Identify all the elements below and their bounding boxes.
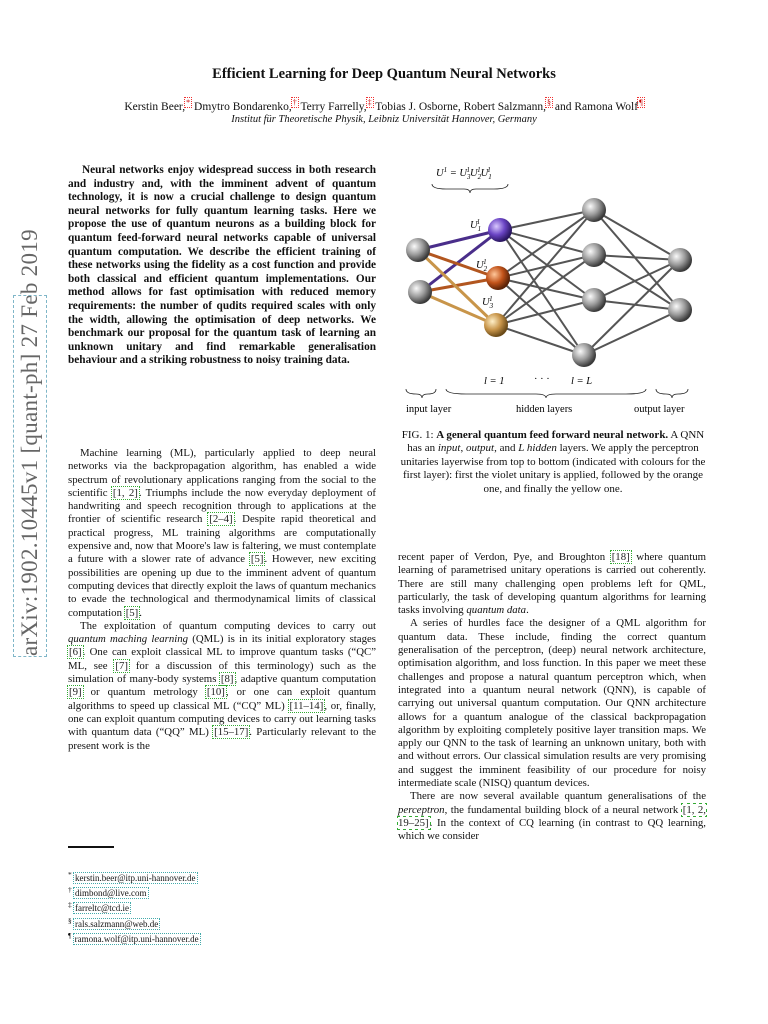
caption-label: FIG. 1: (401, 429, 437, 441)
footnote-mark: * (68, 870, 72, 879)
text-run: . However, new exciting possibilities are opening up due to the imminent advent of quantum computing devices that directly exploit the laws of quantum mechanics to evade the technological and thermodynamical limits of classical computation (68, 553, 376, 619)
author-footnote-link[interactable]: † (292, 98, 297, 107)
paragraph-continued (398, 551, 706, 617)
affiliation: Institut für Theoretische Physik, Leibniz Universität Hannover, Germany (231, 114, 537, 125)
citation-link[interactable]: [8] (220, 673, 234, 686)
input-node (406, 238, 430, 262)
email-link[interactable]: rals.salzmann@web.de (75, 918, 159, 929)
unitary-label-u3: $U_31$ (482, 295, 494, 310)
hidden-node (572, 343, 596, 367)
emphasis: quantum maching learning (68, 633, 189, 646)
input-node (408, 280, 432, 304)
text-run: where quantum learning of parametrised unitary operations is carried out coherently. There are still many challenging open problems left for QML, particularly, the task of developing quantum algorithms for learning tasks involving (398, 551, 707, 617)
email-link[interactable]: dimbond@live.com (75, 888, 147, 899)
layer-index-last: l = L (571, 376, 593, 387)
author-name: Kerstin Beer, (124, 100, 186, 113)
footnote (68, 930, 200, 945)
citation-link[interactable]: [10] (206, 686, 225, 699)
footnote-mark: † (68, 885, 72, 895)
author-name: Terry Farrelly, (300, 100, 367, 113)
hidden-node (582, 198, 606, 222)
text-run: or quantum metrology (82, 686, 206, 699)
text-run: . Particularly relevant to the present work is the (68, 726, 376, 752)
footnote (68, 884, 200, 899)
citation-link[interactable]: [5] (250, 553, 264, 566)
citation-link[interactable]: [2–4] (209, 513, 233, 526)
author-name: Tobias J. Osborne, Robert Salzmann, (375, 100, 546, 113)
text-run: for a discussion of this terminology) such as the simulation of many-body systems (68, 659, 376, 686)
paragraph-perceptron (398, 790, 706, 843)
layer-ellipsis: · · · (534, 374, 550, 385)
text-run: recent paper of Verdon, Pye, and Broughton (398, 551, 611, 563)
emphasis: perceptron (398, 803, 445, 816)
author-footnote-link[interactable]: § (547, 98, 551, 107)
left-column-body (68, 447, 376, 753)
text-run: Machine learning (ML), particularly applied to deep neural networks via the backpropagation algorithm, has enabled a wide spectrum of revolutionary applications ranging from the social to the scientific (68, 447, 376, 499)
text-run: The exploitation of quantum computing devices to carry out (80, 619, 376, 632)
footnote (68, 899, 200, 914)
text-run: , adaptive quantum computation (234, 673, 376, 686)
emphasis: L hidden (518, 442, 557, 455)
author-footnote-link[interactable]: ‡ (367, 98, 372, 107)
emphasis: quantum data (466, 604, 527, 617)
footnote-mark: § (68, 915, 72, 925)
unitary-label-u2: $U_21$ (476, 258, 488, 273)
email-link[interactable]: farreltc@tcd.ie (75, 903, 130, 914)
author-footnote-link[interactable]: ¶ (639, 98, 643, 107)
text-run: , (460, 442, 466, 455)
text-run: , the fundamental building block of a neural network (444, 803, 682, 816)
caption-title: A general quantum feed forward neural network. (436, 429, 669, 441)
footnote (68, 869, 200, 884)
output-layer-label: output layer (634, 404, 685, 415)
citation-link[interactable]: [1, 2, 19–25] (398, 803, 706, 829)
perceptron-node-violet (488, 218, 512, 242)
unitary-decomposition-label: $U^1 = U_31U_21U_11$ (436, 166, 492, 181)
output-brace (656, 389, 688, 398)
abstract: Neural networks enjoy widespread success in both research and industry and, with the imminent advent of quantum technology, it is now a crucial challenge to design quantum neural networks for fully quantum learning tasks. Here we propose the use of quantum neurons as a building block for quantum feed-forward neural networks capable of universal quantum computation. We describe the efficient training of these networks using the fidelity as a cost function and provide both classical and efficient quantum implementations. Our method allows for fast optimisation with reduced memory requirements: the number of qudits required scales with only the width, allowing the optimisation of deep networks. We benchmark our proposal for the quantum task of learning an unknown unitary and find remarkable generalisation behaviour and a striking robustness to noisy training data. (68, 164, 376, 367)
citation-link[interactable]: [1, 2] (112, 486, 138, 499)
footnote-mark: ‡ (68, 900, 72, 910)
text-run: , and (494, 442, 519, 455)
unitary-label-u1: $U_11$ (470, 218, 481, 233)
footnotes (68, 869, 200, 945)
hidden-node (582, 243, 606, 267)
citation-link[interactable]: [7] (115, 659, 128, 672)
paragraph-hurdles: A series of hurdles face the designer of a QML algorithm for quantum data. These include, finding the correct quantum generalisation of the perceptron, (deep) neural network architecture, optimisation algorithm, and loss function. In this paper we meet these challenges and propose a natural quantum perceptron which, when integrated into a quantum neural network (QNN), is capable of carrying out universal quantum computation. Our QNN architecture allows for a quantum analogue of the classical backpropagation algorithm by exploiting completely positive layer transition maps. We apply our QNN to the task of learning an unknown unitary, both with and without errors. Our classical simulation results are very promising and suggest the imminent feasibility of our procedure for noisy intermediate scale (NISQ) quantum devices. (398, 617, 706, 790)
input-brace (406, 389, 436, 398)
text-run: . (526, 604, 529, 617)
text-run: . Despite rapid theoretical and practical progress, ML training algorithms are computationally expensive and, now that Moore's law is faltering, we must contemplate a future with a slower rate of advance (68, 513, 376, 566)
emphasis: input (437, 442, 461, 455)
hidden-node (582, 288, 606, 312)
text-run: layers. We apply the perceptron unitaries layerwise from top to bottom (indicated with colours for the first layer): first the violet unitary is applied, followed by the orange one, and finally the yellow one. (400, 442, 706, 495)
hidden-edges (496, 210, 680, 355)
footnote-mark: ¶ (68, 930, 72, 940)
citation-link[interactable]: [5] (125, 606, 139, 619)
citation-link[interactable]: [9] (69, 686, 82, 699)
figure-caption (398, 429, 708, 496)
output-node (668, 248, 692, 272)
top-brace (432, 184, 508, 193)
right-column-body (398, 551, 706, 844)
email-link[interactable]: ramona.wolf@itp.uni-hannover.de (74, 933, 199, 944)
hidden-brace (446, 389, 646, 398)
figure-qnn-diagram (396, 160, 708, 420)
hidden-layers-label: hidden layers (516, 404, 573, 415)
layer-index-first: l = 1 (484, 376, 505, 387)
text-run: . Triumphs include the now everyday deployment of handwriting and speech recognition through to applications at the frontier of scientific research (68, 486, 376, 526)
output-node (668, 298, 692, 322)
text-run: . One can exploit classical ML to improve quantum tasks (“QC” ML, see (68, 646, 376, 672)
email-link[interactable]: kerstin.beer@itp.uni-hannover.de (75, 873, 196, 883)
paragraph-qml (68, 620, 376, 753)
paper-title: Efficient Learning for Deep Quantum Neural Networks (212, 66, 556, 82)
text-run: A QNN has an (407, 429, 705, 455)
text-run: , or one can exploit quantum algorithms to speed up classical ML (“CQ” ML) (68, 686, 376, 712)
citation-link[interactable]: [11–14] (289, 699, 324, 712)
footnote-rule (68, 846, 114, 848)
perceptron-node-orange (486, 266, 510, 290)
text-run: (QML) is in its initial exploratory stages (188, 633, 376, 646)
qnn-network-svg (396, 160, 708, 420)
citation-link[interactable]: [6] (69, 646, 82, 659)
text-run: There are now several available quantum generalisations of the (410, 790, 706, 803)
input-layer-label: input layer (406, 404, 452, 415)
paragraph-intro (68, 447, 376, 620)
author-name: Dmytro Bondarenko, (194, 100, 292, 113)
text-run: , or, finally, one can exploit quantum computing devices to carry out learning tasks with quantum data (“QQ” ML) (68, 699, 377, 739)
emphasis: output (465, 442, 495, 455)
text-run: . (139, 606, 142, 619)
text-run: . In the context of CQ learning (in contrast to QQ learning, which we consider (398, 816, 706, 843)
arxiv-identifier[interactable]: arXiv:1902.10445v1 [quant-ph] 27 Feb 2019 (14, 296, 46, 656)
citation-link[interactable]: [15–17] (214, 726, 249, 739)
author-name: and Ramona Wolf (554, 100, 639, 113)
footnote (68, 915, 200, 930)
author-list (0, 98, 768, 113)
author-footnote-link[interactable]: * (186, 98, 191, 107)
citation-link[interactable]: [18] (611, 551, 630, 563)
perceptron-node-yellow (484, 313, 508, 337)
